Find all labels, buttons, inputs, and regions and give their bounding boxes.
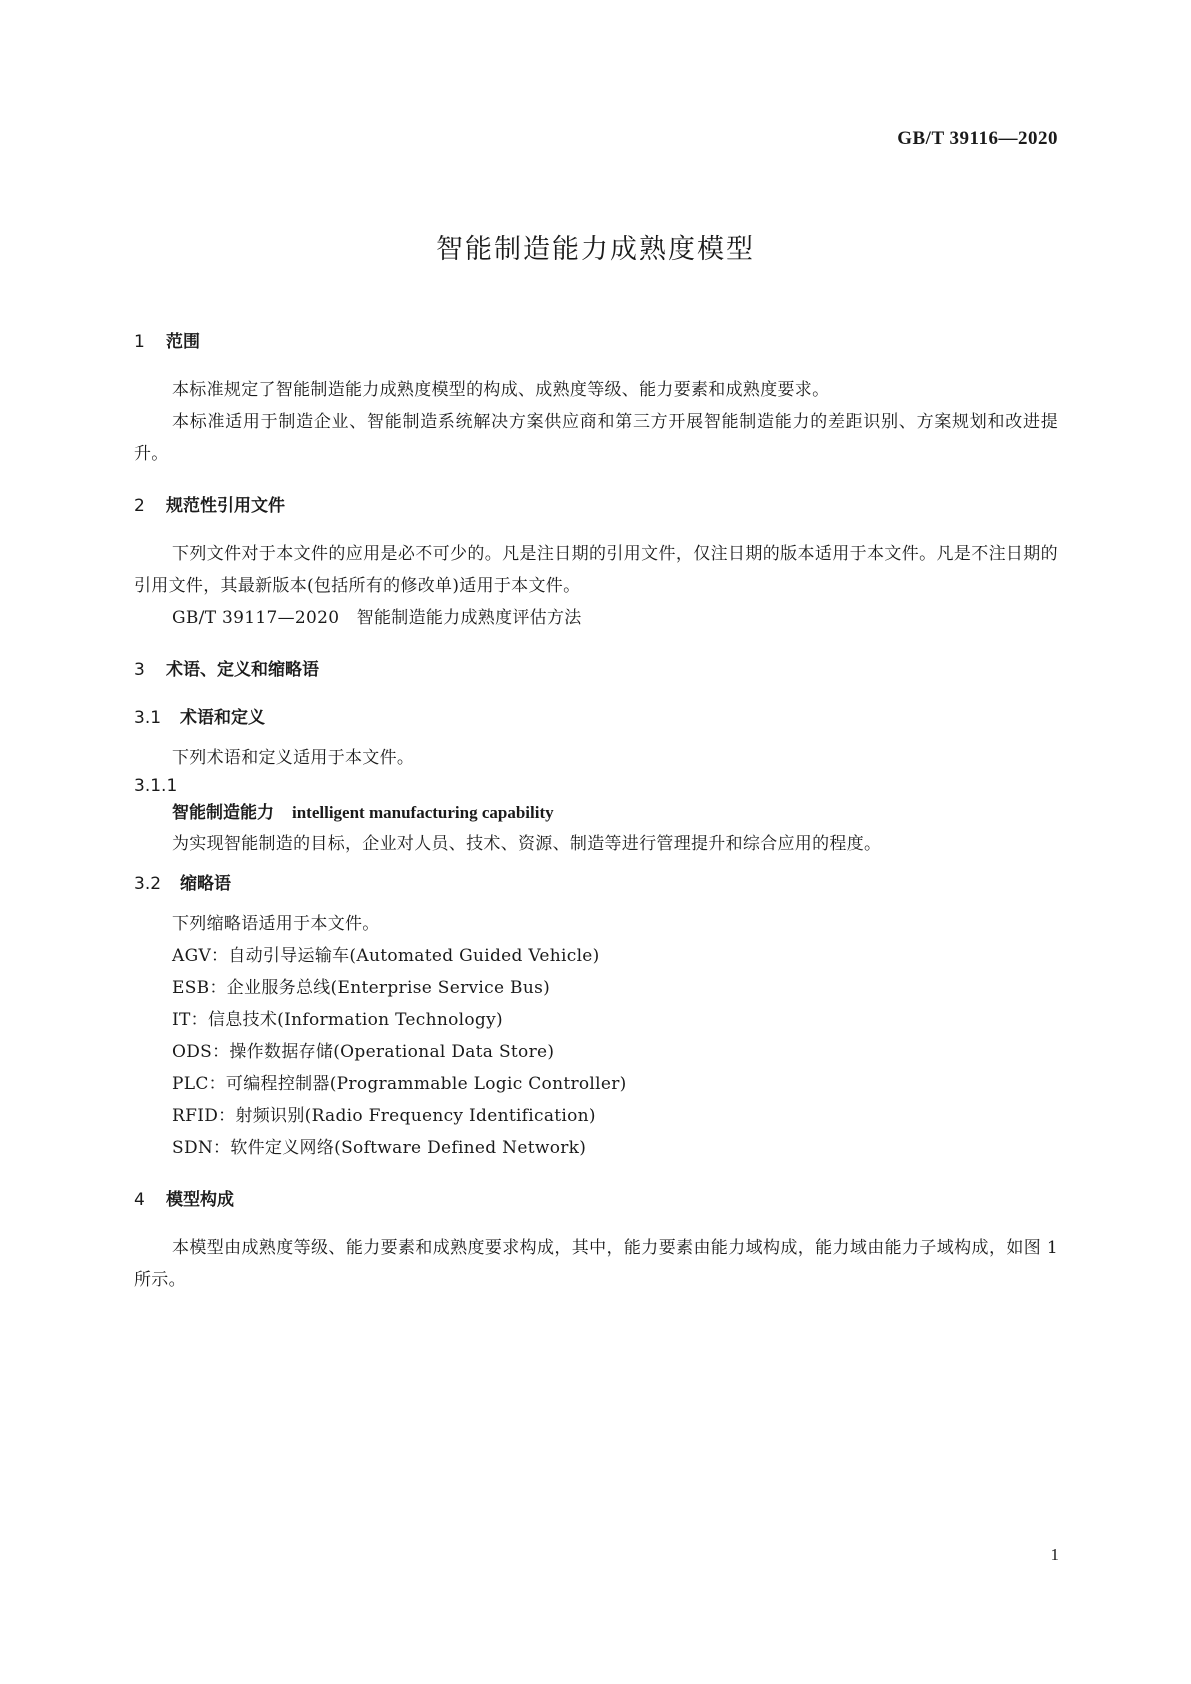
abbreviation-item: ESB：企业服务总线(Enterprise Service Bus) [172,978,551,998]
page-number: 1 [1050,1545,1059,1564]
subsection-title: 缩略语 [180,874,231,894]
section-number: 4 [134,1190,145,1210]
paragraph: 下列缩略语适用于本文件。 [172,914,380,934]
abbreviation-item: AGV：自动引导运输车(Automated Guided Vehicle) [172,946,600,966]
standard-code: GB/T 39116—2020 [897,128,1058,149]
document-title: 智能制造能力成熟度模型 [436,234,755,265]
paragraph: 下列文件对于本文件的应用是必不可少的。凡是注日期的引用文件，仅注日期的版本适用于本文件。凡是不注日期的引用文件，其最新版本(包括所有的修改单)适用于本文件。 [134,544,1058,596]
paragraph: 本模型由成熟度等级、能力要素和成熟度要求构成，其中，能力要素由能力域构成，能力域由能力子域构成，如图 1 所示。 [134,1238,1058,1290]
subsection-3-1-heading [134,706,1058,730]
section-title: 规范性引用文件 [166,496,285,516]
paragraph: 下列术语和定义适用于本文件。 [172,748,415,768]
subsection-3-2-heading [134,872,1058,896]
subsection-title: 术语和定义 [180,708,265,728]
term-number: 3.1.1 [134,776,178,796]
abbreviation-item: PLC：可编程控制器(Programmable Logic Controller) [172,1074,627,1094]
section-4-heading [134,1188,1058,1212]
paragraph: 本标准规定了智能制造能力成熟度模型的构成、成熟度等级、能力要素和成熟度要求。 [172,380,830,400]
section-title: 术语、定义和缩略语 [166,660,319,680]
document-body [134,330,1058,1296]
section-3-heading [134,658,1058,682]
abbreviation-item: IT：信息技术(Information Technology) [172,1010,503,1030]
normative-reference: GB/T 39117—2020 智能制造能力成熟度评估方法 [172,608,582,628]
section-title: 模型构成 [166,1190,234,1210]
section-number: 3 [134,660,145,680]
term-chinese: 智能制造能力 [172,803,274,823]
subsection-number: 3.2 [134,874,162,894]
section-number: 1 [134,332,145,352]
abbreviation-item: RFID：射频识别(Radio Frequency Identification) [172,1106,596,1126]
section-title: 范围 [166,332,200,352]
abbreviation-item: ODS：操作数据存储(Operational Data Store) [172,1042,555,1062]
abbreviation-item: SDN：软件定义网络(Software Defined Network) [172,1138,587,1158]
subsection-number: 3.1 [134,708,162,728]
paragraph: 本标准适用于制造企业、智能制造系统解决方案供应商和第三方开展智能制造能力的差距识别、方案规划和改进提升。 [134,412,1058,464]
section-number: 2 [134,496,145,516]
term-entry [134,798,1058,828]
section-1-heading [134,330,1058,354]
term-english: intelligent manufacturing capability [292,803,554,822]
section-2-heading [134,494,1058,518]
term-definition: 为实现智能制造的目标，企业对人员、技术、资源、制造等进行管理提升和综合应用的程度。 [172,834,882,854]
